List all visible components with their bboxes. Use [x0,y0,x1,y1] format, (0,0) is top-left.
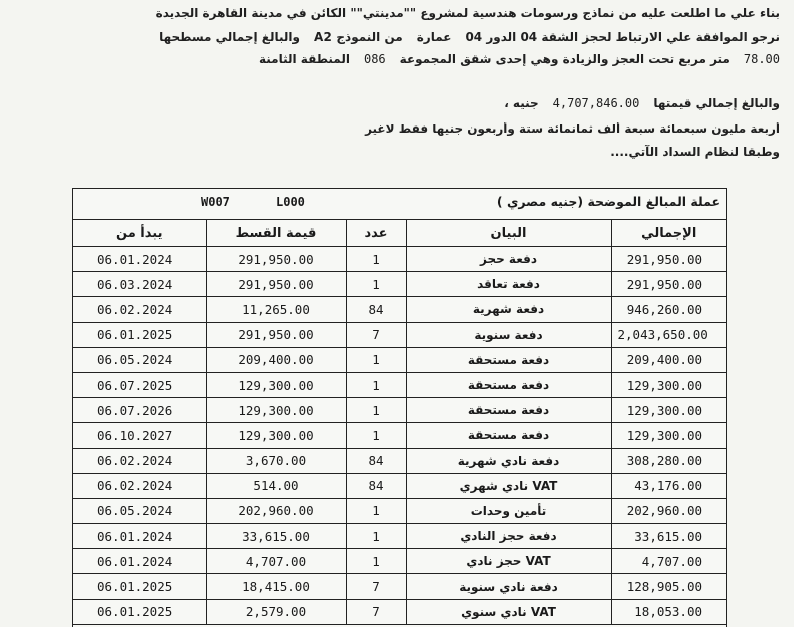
row-installment: 291,950.00 [206,322,346,347]
row-start-date: 06.01.2024 [73,524,206,549]
table-row [73,372,726,397]
row-installment: 291,950.00 [206,247,346,272]
row-total: 18,053.00 [611,599,726,624]
row-count: 84 [346,448,406,473]
row-start-date: 06.01.2025 [73,574,206,599]
row-count: 1 [346,247,406,272]
intro-line-4 [40,96,780,110]
table-header-bar [73,189,726,220]
row-installment: 209,400.00 [206,347,346,372]
row-start-date: 06.02.2024 [73,297,206,322]
row-count: 7 [346,599,406,624]
row-installment: 2,579.00 [206,599,346,624]
row-installment: 129,300.00 [206,423,346,448]
row-count: 1 [346,524,406,549]
row-total: 129,300.00 [611,372,726,397]
payment-schedule-table [72,188,727,627]
intro-building-label: عمارة [416,30,452,44]
row-description: دفعة مستحقة [406,347,611,372]
row-description: دفعة مستحقة [406,423,611,448]
table-row [73,297,726,322]
row-total: 291,950.00 [611,247,726,272]
row-start-date: 06.07.2026 [73,398,206,423]
row-description: VAT نادي سنوي [406,599,611,624]
row-start-date: 06.07.2025 [73,372,206,397]
row-start-date: 06.02.2024 [73,448,206,473]
intro-group-number: 086 [363,52,386,66]
row-total: 43,176.00 [611,473,726,498]
row-description: دفعة نادي سنوية [406,574,611,599]
row-start-date: 06.03.2024 [73,272,206,297]
row-start-date: 06.02.2024 [73,473,206,498]
row-count: 1 [346,549,406,574]
row-installment: 4,707.00 [206,549,346,574]
header-description: البيان [406,220,611,247]
schedule-grid [73,219,726,625]
row-installment: 129,300.00 [206,372,346,397]
header-installment: قيمة القسط [206,220,346,247]
row-description: VAT حجز نادي [406,549,611,574]
schedule-rows [73,247,726,625]
row-total: 128,905.00 [611,574,726,599]
row-total: 33,615.00 [611,524,726,549]
row-description: دفعة مستحقة [406,372,611,397]
table-row [73,423,726,448]
table-code-a: W007 [201,195,230,209]
header-count: عدد [346,220,406,247]
intro-model: من النموذج A2 [313,30,403,44]
intro-line-3 [40,52,780,66]
intro-unit-reservation: نرجو الموافقة علي الارتباط لحجز الشقة 04 الدور 04 [465,30,780,44]
row-description: دفعة حجز [406,247,611,272]
row-description: دفعة نادي شهرية [406,448,611,473]
row-start-date: 06.05.2024 [73,498,206,523]
row-start-date: 06.01.2025 [73,322,206,347]
row-installment: 18,415.00 [206,574,346,599]
table-row [73,322,726,347]
column-header-row [73,220,726,247]
intro-line-6 [40,145,780,159]
header-total: الإجمالي [611,220,726,247]
row-installment: 514.00 [206,473,346,498]
intro-total-currency: جنيه ، [504,96,539,110]
intro-line-2 [40,30,780,44]
row-total: 129,300.00 [611,423,726,448]
row-count: 84 [346,473,406,498]
row-start-date: 06.10.2027 [73,423,206,448]
row-start-date: 06.05.2024 [73,347,206,372]
row-description: دفعة سنوية [406,322,611,347]
row-total: 2,043,650.00 [611,322,726,347]
row-installment: 291,950.00 [206,272,346,297]
row-description: تأمين وحدات [406,498,611,523]
row-count: 7 [346,574,406,599]
table-row [73,247,726,272]
row-start-date: 06.01.2025 [73,599,206,624]
table-row [73,448,726,473]
row-total: 4,707.00 [611,549,726,574]
intro-line-5 [40,122,780,136]
row-start-date: 06.01.2024 [73,549,206,574]
row-description: دفعة شهرية [406,297,611,322]
header-start-date: يبدأ من [73,220,206,247]
row-description: دفعة تعاقد [406,272,611,297]
row-count: 1 [346,498,406,523]
table-code-b: L000 [276,195,305,209]
table-row [73,473,726,498]
intro-area-text: متر مربع تحت العجز والزيادة وهي إحدى شقق المجموعة [399,52,730,66]
intro-line-1-text: بناء علي ما اطلعت عليه من نماذج ورسومات هندسية لمشروع ""مدينتي"" الكائن في مدينة القاهرة الجديدة [155,6,780,20]
intro-payment-system: وطبقا لنظام السداد الآتي.... [610,145,780,159]
row-description: دفعة حجز النادي [406,524,611,549]
intro-area-value: 78.00 [743,52,780,66]
row-installment: 3,670.00 [206,448,346,473]
row-count: 1 [346,272,406,297]
row-count: 84 [346,297,406,322]
table-row [73,574,726,599]
row-total: 308,280.00 [611,448,726,473]
row-start-date: 06.01.2024 [73,247,206,272]
intro-line-1 [40,6,780,20]
row-count: 1 [346,372,406,397]
row-description: VAT نادي شهري [406,473,611,498]
row-installment: 11,265.00 [206,297,346,322]
intro-zone: المنطقة الثامنة [259,52,350,66]
table-row [73,549,726,574]
row-total: 129,300.00 [611,398,726,423]
currency-note: عملة المبالغ الموضحة (جنيه مصري ) [496,194,720,209]
intro-area-label: والبالغ إجمالي مسطحها [159,30,300,44]
row-total: 209,400.00 [611,347,726,372]
table-row [73,599,726,624]
row-count: 1 [346,347,406,372]
table-row [73,347,726,372]
row-installment: 202,960.00 [206,498,346,523]
intro-total-amount: 4,707,846.00 [552,96,640,110]
row-total: 946,260.00 [611,297,726,322]
row-total: 291,950.00 [611,272,726,297]
intro-total-label: والبالغ إجمالي قيمتها [653,96,780,110]
row-total: 202,960.00 [611,498,726,523]
row-count: 7 [346,322,406,347]
row-count: 1 [346,423,406,448]
table-row [73,524,726,549]
row-installment: 129,300.00 [206,398,346,423]
table-row [73,398,726,423]
table-row [73,498,726,523]
row-count: 1 [346,398,406,423]
table-row [73,272,726,297]
row-description: دفعة مستحقة [406,398,611,423]
intro-amount-in-words: أربعة مليون سبعمائة سبعة ألف ثمانمائة ستة وأربعون جنيها فقط لاغير [365,122,780,136]
row-installment: 33,615.00 [206,524,346,549]
